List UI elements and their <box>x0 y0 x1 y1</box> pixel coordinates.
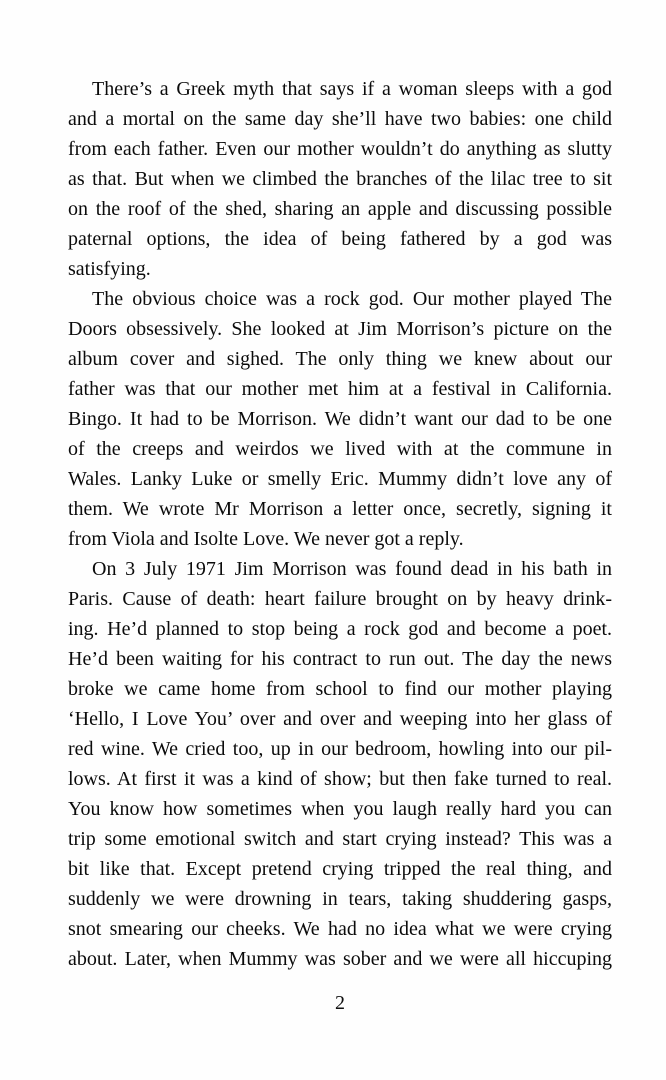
text-line: about. Later, when Mummy was sober and we were all hiccuping <box>68 948 612 970</box>
text-line: snot smearing our cheeks. We had no idea what we were crying <box>68 918 612 940</box>
text-line: broke we came home from school to find our mother playing <box>68 678 612 700</box>
text-line: lows. At first it was a kind of show; but then fake turned to real. <box>68 768 612 790</box>
text-line: as that. But when we climbed the branches of the lilac tree to sit <box>68 168 612 190</box>
text-line: from each father. Even our mother wouldn’t do anything as slutty <box>68 138 612 160</box>
text-line: ing. He’d planned to stop being a rock god and become a poet. <box>68 618 612 640</box>
text-line: There’s a Greek myth that says if a woman sleeps with a god <box>92 78 612 100</box>
page-number: 2 <box>335 992 345 1014</box>
text-line: trip some emotional switch and start crying instead? This was a <box>68 828 612 850</box>
text-line: on the roof of the shed, sharing an apple and discussing possible <box>68 198 612 220</box>
text-line: from Viola and Isolte Love. We never got a reply. <box>68 528 464 550</box>
text-line: You know how sometimes when you laugh really hard you can <box>68 798 612 820</box>
paragraph <box>68 554 612 974</box>
text-line: Doors obsessively. She looked at Jim Morrison’s picture on the <box>68 318 612 340</box>
text-line: The obvious choice was a rock god. Our mother played The <box>92 288 612 310</box>
text-line: Paris. Cause of death: heart failure brought on by heavy drink- <box>68 588 612 610</box>
text-line: paternal options, the idea of being fathered by a god was <box>68 228 612 250</box>
text-line: father was that our mother met him at a festival in California. <box>68 378 612 400</box>
text-line: and a mortal on the same day she’ll have two babies: one child <box>68 108 612 130</box>
text-line: Bingo. It had to be Morrison. We didn’t want our dad to be one <box>68 408 612 430</box>
text-line: bit like that. Except pretend crying tripped the real thing, and <box>68 858 612 880</box>
paragraph <box>68 74 612 284</box>
text-line: red wine. We cried too, up in our bedroom, howling into our pil- <box>68 738 612 760</box>
text-line: ‘Hello, I Love You’ over and over and weeping into her glass of <box>68 708 612 730</box>
text-line: Wales. Lanky Luke or smelly Eric. Mummy didn’t love any of <box>68 468 612 490</box>
paragraph <box>68 284 612 554</box>
text-line: He’d been waiting for his contract to run out. The day the news <box>68 648 612 670</box>
text-line: album cover and sighed. The only thing we knew about our <box>68 348 612 370</box>
text-line: suddenly we were drowning in tears, taking shuddering gasps, <box>68 888 612 910</box>
text-line: satisfying. <box>68 258 151 280</box>
page-text <box>68 74 612 974</box>
text-line: On 3 July 1971 Jim Morrison was found dead in his bath in <box>92 558 612 580</box>
text-line: of the creeps and weirdos we lived with at the commune in <box>68 438 612 460</box>
text-line: them. We wrote Mr Morrison a letter once, secretly, signing it <box>68 498 612 520</box>
